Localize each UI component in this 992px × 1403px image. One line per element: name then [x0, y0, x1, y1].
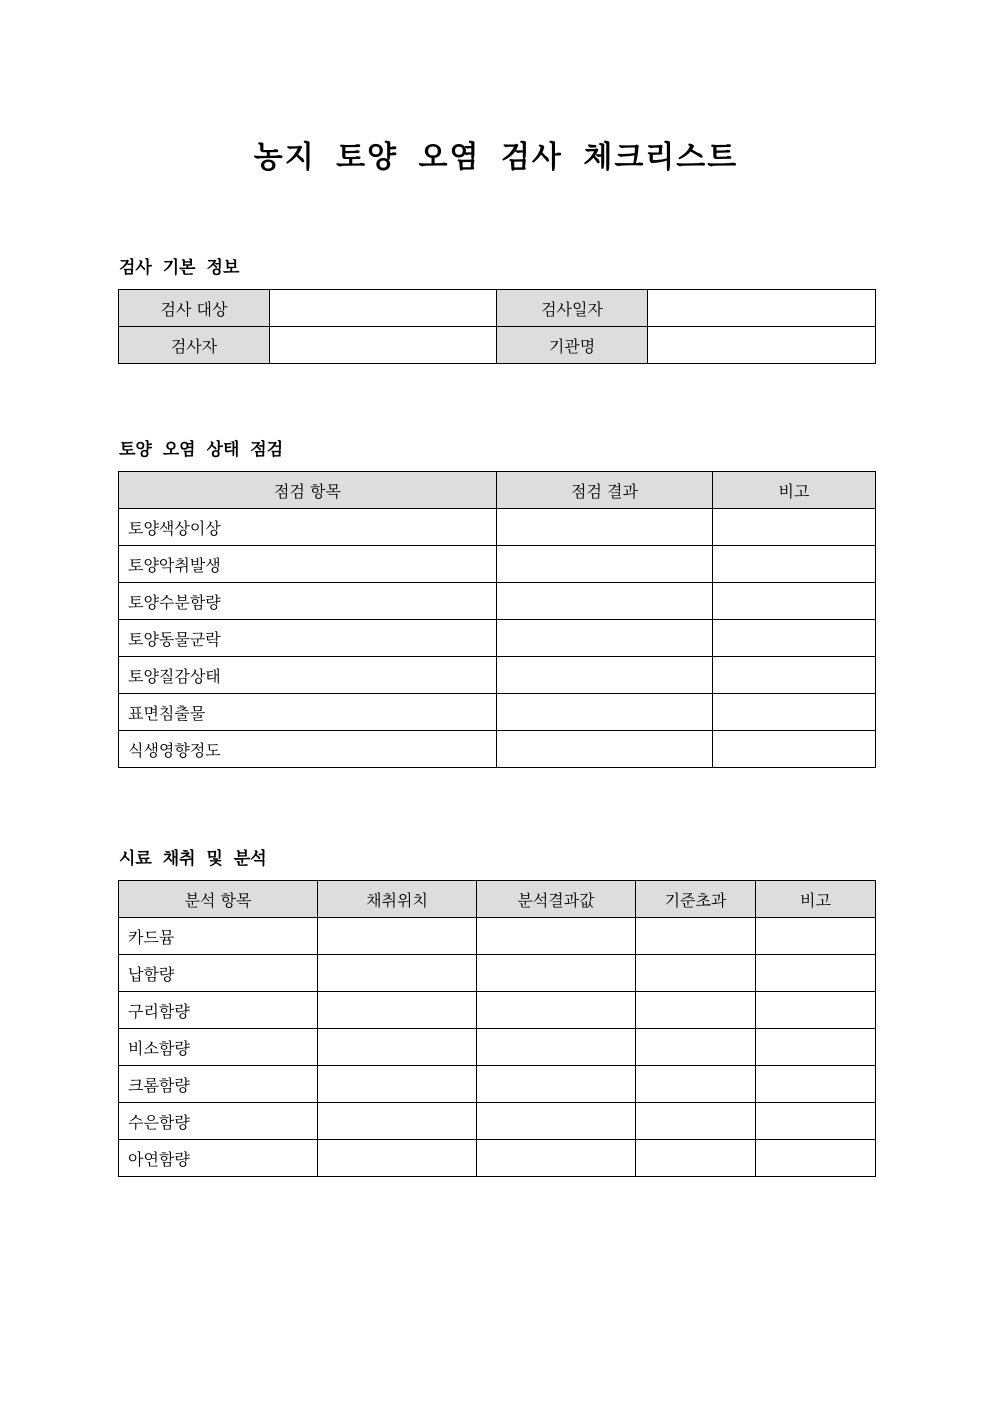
check-item-label: 토양악취발생	[119, 546, 497, 583]
table-row	[119, 620, 876, 657]
check-result-field[interactable]	[497, 731, 713, 768]
sampling-location-field[interactable]	[318, 1103, 477, 1140]
table-row	[119, 1103, 876, 1140]
section-heading-contamination-check: 토양 오염 상태 점검	[119, 440, 284, 460]
note-field[interactable]	[713, 657, 876, 694]
note-field[interactable]	[756, 992, 876, 1029]
note-field[interactable]	[756, 1103, 876, 1140]
column-header-sampling-location: 채취위치	[318, 881, 477, 918]
check-result-field[interactable]	[497, 657, 713, 694]
check-item-label: 식생영향정도	[119, 731, 497, 768]
analysis-item-label: 비소함량	[119, 1029, 318, 1066]
sampling-location-field[interactable]	[318, 955, 477, 992]
note-field[interactable]	[713, 731, 876, 768]
sampling-location-field[interactable]	[318, 918, 477, 955]
label-inspection-date: 검사일자	[497, 290, 648, 327]
analysis-item-label: 수은함량	[119, 1103, 318, 1140]
table-row	[119, 955, 876, 992]
table-row	[119, 327, 876, 364]
table-row	[119, 546, 876, 583]
table-header-row	[119, 472, 876, 509]
table-header-row	[119, 881, 876, 918]
contamination-check-table	[118, 471, 876, 768]
table-row	[119, 1066, 876, 1103]
table-row	[119, 509, 876, 546]
analysis-value-field[interactable]	[477, 1103, 636, 1140]
check-result-field[interactable]	[497, 620, 713, 657]
column-header-check-item: 점검 항목	[119, 472, 497, 509]
check-result-field[interactable]	[497, 509, 713, 546]
analysis-value-field[interactable]	[477, 992, 636, 1029]
table-row	[119, 657, 876, 694]
exceeded-field[interactable]	[636, 918, 756, 955]
check-item-label: 토양색상이상	[119, 509, 497, 546]
inspector-field[interactable]	[270, 327, 497, 364]
table-row	[119, 992, 876, 1029]
check-item-label: 토양수분함량	[119, 583, 497, 620]
analysis-item-label: 구리함량	[119, 992, 318, 1029]
table-row	[119, 583, 876, 620]
analysis-item-label: 크롬함량	[119, 1066, 318, 1103]
check-result-field[interactable]	[497, 583, 713, 620]
label-organization: 기관명	[497, 327, 648, 364]
label-inspection-target: 검사 대상	[119, 290, 270, 327]
note-field[interactable]	[713, 694, 876, 731]
analysis-item-label: 카드뮴	[119, 918, 318, 955]
exceeded-field[interactable]	[636, 992, 756, 1029]
note-field[interactable]	[713, 509, 876, 546]
check-item-label: 토양질감상태	[119, 657, 497, 694]
inspection-date-field[interactable]	[648, 290, 876, 327]
exceeded-field[interactable]	[636, 1103, 756, 1140]
exceeded-field[interactable]	[636, 1029, 756, 1066]
check-result-field[interactable]	[497, 694, 713, 731]
exceeded-field[interactable]	[636, 955, 756, 992]
table-row	[119, 694, 876, 731]
document-title: 농지 토양 오염 검사 체크리스트	[253, 140, 739, 175]
analysis-item-label: 납함량	[119, 955, 318, 992]
section-heading-sampling-analysis: 시료 채취 및 분석	[119, 849, 267, 869]
table-row	[119, 731, 876, 768]
note-field[interactable]	[756, 955, 876, 992]
column-header-note: 비고	[713, 472, 876, 509]
sampling-location-field[interactable]	[318, 992, 477, 1029]
analysis-value-field[interactable]	[477, 955, 636, 992]
organization-field[interactable]	[648, 327, 876, 364]
column-header-analysis-value: 분석결과값	[477, 881, 636, 918]
check-item-label: 토양동물군락	[119, 620, 497, 657]
exceeded-field[interactable]	[636, 1140, 756, 1177]
basic-info-table	[118, 289, 876, 364]
analysis-value-field[interactable]	[477, 918, 636, 955]
label-inspector: 검사자	[119, 327, 270, 364]
note-field[interactable]	[756, 1029, 876, 1066]
analysis-value-field[interactable]	[477, 1029, 636, 1066]
table-row	[119, 918, 876, 955]
sampling-location-field[interactable]	[318, 1029, 477, 1066]
sampling-analysis-table	[118, 880, 876, 1177]
note-field[interactable]	[756, 1066, 876, 1103]
table-row	[119, 290, 876, 327]
note-field[interactable]	[756, 918, 876, 955]
note-field[interactable]	[713, 620, 876, 657]
sampling-location-field[interactable]	[318, 1140, 477, 1177]
note-field[interactable]	[713, 583, 876, 620]
column-header-analysis-item: 분석 항목	[119, 881, 318, 918]
column-header-note: 비고	[756, 881, 876, 918]
analysis-item-label: 아연함량	[119, 1140, 318, 1177]
section-heading-basic-info: 검사 기본 정보	[119, 258, 240, 278]
note-field[interactable]	[756, 1140, 876, 1177]
exceeded-field[interactable]	[636, 1066, 756, 1103]
analysis-value-field[interactable]	[477, 1140, 636, 1177]
table-row	[119, 1140, 876, 1177]
sampling-location-field[interactable]	[318, 1066, 477, 1103]
note-field[interactable]	[713, 546, 876, 583]
check-item-label: 표면침출물	[119, 694, 497, 731]
inspection-target-field[interactable]	[270, 290, 497, 327]
analysis-value-field[interactable]	[477, 1066, 636, 1103]
check-result-field[interactable]	[497, 546, 713, 583]
column-header-exceeded: 기준초과	[636, 881, 756, 918]
column-header-check-result: 점검 결과	[497, 472, 713, 509]
table-row	[119, 1029, 876, 1066]
